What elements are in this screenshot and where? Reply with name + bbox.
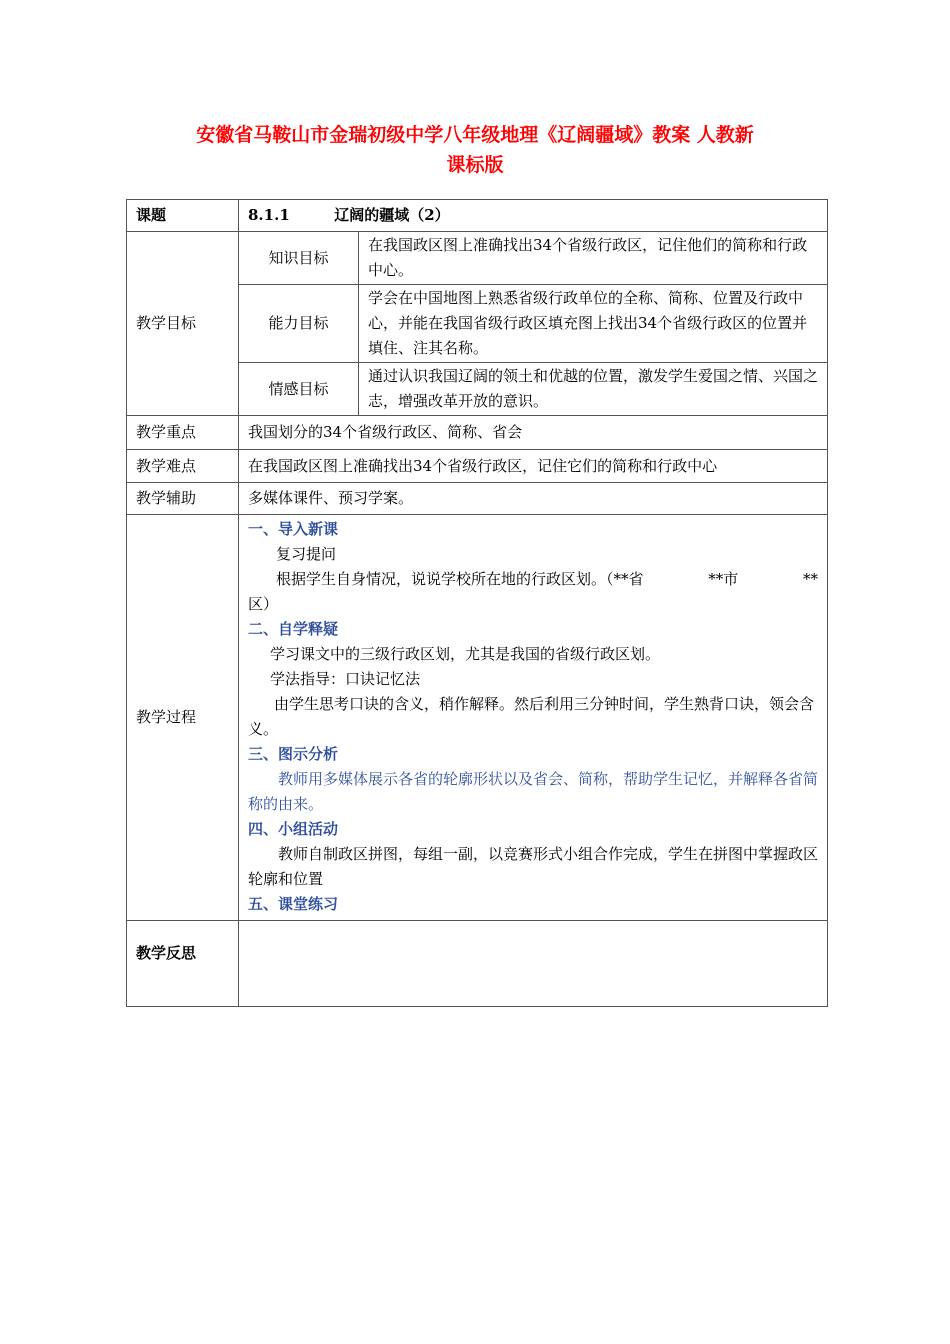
section-text: 教师自制政区拼图，每组一副，以竞赛形式小组合作完成，学生在拼图中掌握政区轮廓和位置 [248,845,819,888]
difficulties-label: 教学难点 [127,450,239,483]
title-line-2: 课标版 [446,154,504,176]
text-part: 根据学生自身情况，说说学校所在地的行政区划。（**省 [276,570,644,588]
aids-row [127,483,828,515]
title-line-1: 安徽省马鞍山市金瑞初级中学八年级地理《辽阔疆域》教案 人教新 [196,124,754,146]
section-title: 五、课堂练习 [248,895,339,913]
topic-row [127,200,828,232]
text-part: ** [803,570,818,588]
key-points-text: 我国划分的34个省级行政区、简称、省会 [239,416,828,450]
objectives-label: 教学目标 [127,232,239,416]
topic-name: 辽阔的疆域（2） [334,206,450,224]
section-subtitle: 复习提问 [276,545,337,563]
objective-type: 知识目标 [239,232,359,285]
section-text: 学习课文中的三级行政区划，尤其是我国的省级行政区划。 [270,645,661,663]
objective-text: 学会在中国地图上熟悉省级行政单位的全称、简称、位置及行政中心，并能在我国省级行政区填充图上找出34个省级行政区的位置并填住、注其名称。 [359,285,828,363]
process-content [239,515,828,921]
objective-text: 在我国政区图上准确找出34个省级行政区，记住他们的简称和行政中心。 [359,232,828,285]
lesson-plan-table [126,199,828,1007]
topic-label: 课题 [127,200,239,232]
aids-text: 多媒体课件、预习学案。 [239,483,828,515]
document-title [100,120,850,180]
section-subtitle: 学法指导：口诀记忆法 [270,670,421,688]
text-part: **市 [708,570,739,588]
reflection-label: 教学反思 [127,921,239,1007]
reflection-row [127,921,828,1007]
section-title: 二、自学释疑 [248,620,339,638]
difficulties-row [127,450,828,483]
objective-row-knowledge [127,232,828,285]
section-title: 一、导入新课 [248,520,339,538]
aids-label: 教学辅助 [127,483,239,515]
topic-code: 8.1.1 [248,206,290,224]
section-title: 四、小组活动 [248,820,339,838]
section-text: 教师用多媒体展示各省的轮廓形状以及省会、简称，帮助学生记忆，并解释各省简称的由来。 [248,770,819,813]
process-row [127,515,828,921]
process-label: 教学过程 [127,515,239,921]
section-text [248,567,818,592]
section-title: 三、图示分析 [248,745,339,763]
topic-value [239,200,828,232]
key-points-row [127,416,828,450]
key-points-label: 教学重点 [127,416,239,450]
objective-type: 能力目标 [239,285,359,363]
reflection-content [239,921,828,1007]
section-text: 由学生思考口诀的含义，稍作解释。然后利用三分钟时间，学生熟背口诀，领会含义。 [248,695,815,738]
objective-type: 情感目标 [239,363,359,416]
difficulties-text: 在我国政区图上准确找出34个省级行政区，记住它们的简称和行政中心 [239,450,828,483]
section-text: 区） [248,595,279,613]
objective-text: 通过认识我国辽阔的领土和优越的位置，激发学生爱国之情、兴国之志，增强改革开放的意识。 [359,363,828,416]
